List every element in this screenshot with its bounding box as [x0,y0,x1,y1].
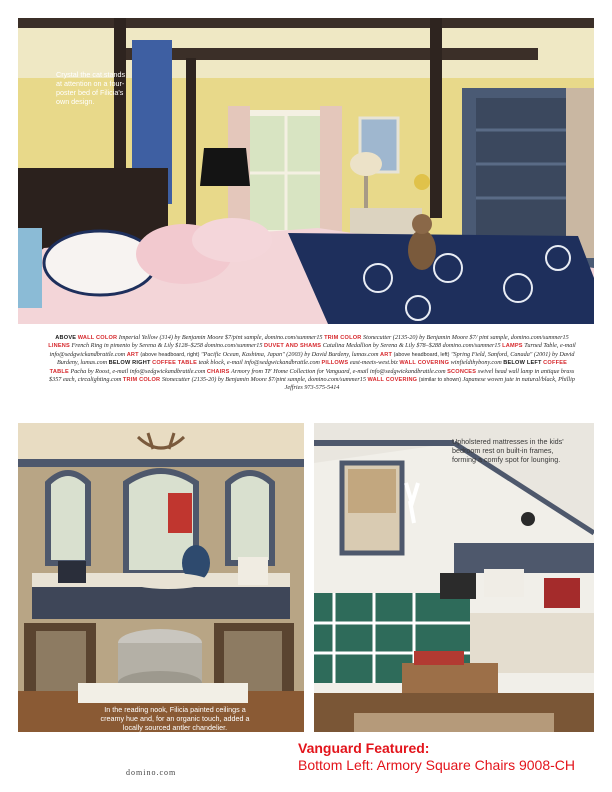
credit-label: TRIM COLOR [324,335,362,341]
credit-label: ART [379,351,393,358]
credit-text: Japanese woven jute in natural/black, Phillip Jeffries 973-575-5414 [284,376,575,392]
credit-label: CHAIRS [206,368,230,375]
credit-label: LAMPS [502,343,523,350]
reading-nook-caption: In the reading nook, Filicia painted ceilings a creamy hue and, for an organic touch, added a locally sourced antler chandelier. [100,705,250,732]
credit-text: Armory from TF Home Collection for Vanguard, e-mail info@sedgwickandbrattle.com [231,367,446,375]
credit-label-above: ABOVE [55,335,77,341]
credit-label: LINENS [48,343,70,350]
credit-text: winfieldthybony.com [450,359,502,367]
credit-label: WALL COLOR [77,335,118,341]
credit-label: WALL COVERING [367,377,418,384]
credit-text: "Pacific Ocean, Kashima, Japan" (2003) by David Burdeny, lumas.com [200,350,379,358]
vanguard-callout [296,740,606,774]
credit-text: east-meets-west.biz [349,359,398,367]
credit-note: (above headboard, right) [140,351,200,358]
vanguard-heading: Vanguard Featured: [298,740,430,756]
credit-note: (above headboard, left) [393,351,450,358]
credit-text: Pacha by Roost, e-mail info@sedgwickandbrattle.com [70,367,206,375]
credit-text: Imperial Yellow (314) by Benjamin Moore $7/pint sample, domino.com/summer15 [118,334,323,341]
credit-text: Catalina Medallion by Serena & Lily $78–$288 domino.com/summer15 [322,342,501,350]
photo-credits [47,334,577,393]
kids-bedroom-photo [314,423,594,732]
credit-label: TRIM COLOR [122,377,161,384]
credit-text: French Ring in pimento by Serena & Lily $128–$258 domino.com/summer15 [71,342,263,350]
credit-label: DUVET AND SHAMS [264,343,322,350]
vanguard-body: Bottom Left: Armory Square Chairs 9008-CH [298,757,576,773]
credit-label: COFFEE TABLE [152,360,198,367]
credit-label: ART [126,351,139,358]
credit-text: Stonecutter (2135-20) by Benjamin Moore $7/ pint sample, domino.com/summer15 [363,334,569,341]
credit-text: Stonecutter (2135-20) by Benjamin Moore $7/pint sample, domino.com/summer15 [161,376,366,384]
credit-label: SCONCES [447,368,477,375]
credit-label-below-left: BELOW LEFT [503,360,542,367]
kids-bedroom-caption: Upholstered mattresses in the kids' bedroom rest on built-in frames, forming a comfy spot for lounging. [452,437,564,464]
top-photo-caption: Crystal the cat stands at attention on a four-poster bed of Filicia's own design. [56,70,126,106]
credit-label: COFFEE TABLE [49,360,568,375]
bedroom-photo [18,18,594,324]
credit-text: "Spring Field, Sanford, Canada" (2001) by David Burdeny, lumas.com [56,350,575,367]
credit-text: swivel head wall lamp in antique brass $357 each, circalighting.com [49,367,575,384]
credit-text: teak block, e-mail info@sedgwickandbrattle.com [198,359,320,367]
credit-note: (similar to shown) [418,377,462,384]
credit-text: Turned Table, e-mail info@sedgwickandbrattle.com [49,342,576,358]
credit-label: PILLOWS [321,360,349,367]
credit-label-below-right: BELOW RIGHT [108,360,151,367]
credit-label: WALL COVERING [399,360,450,367]
page-folio: domino.com [126,768,177,777]
reading-nook-photo [18,423,304,732]
